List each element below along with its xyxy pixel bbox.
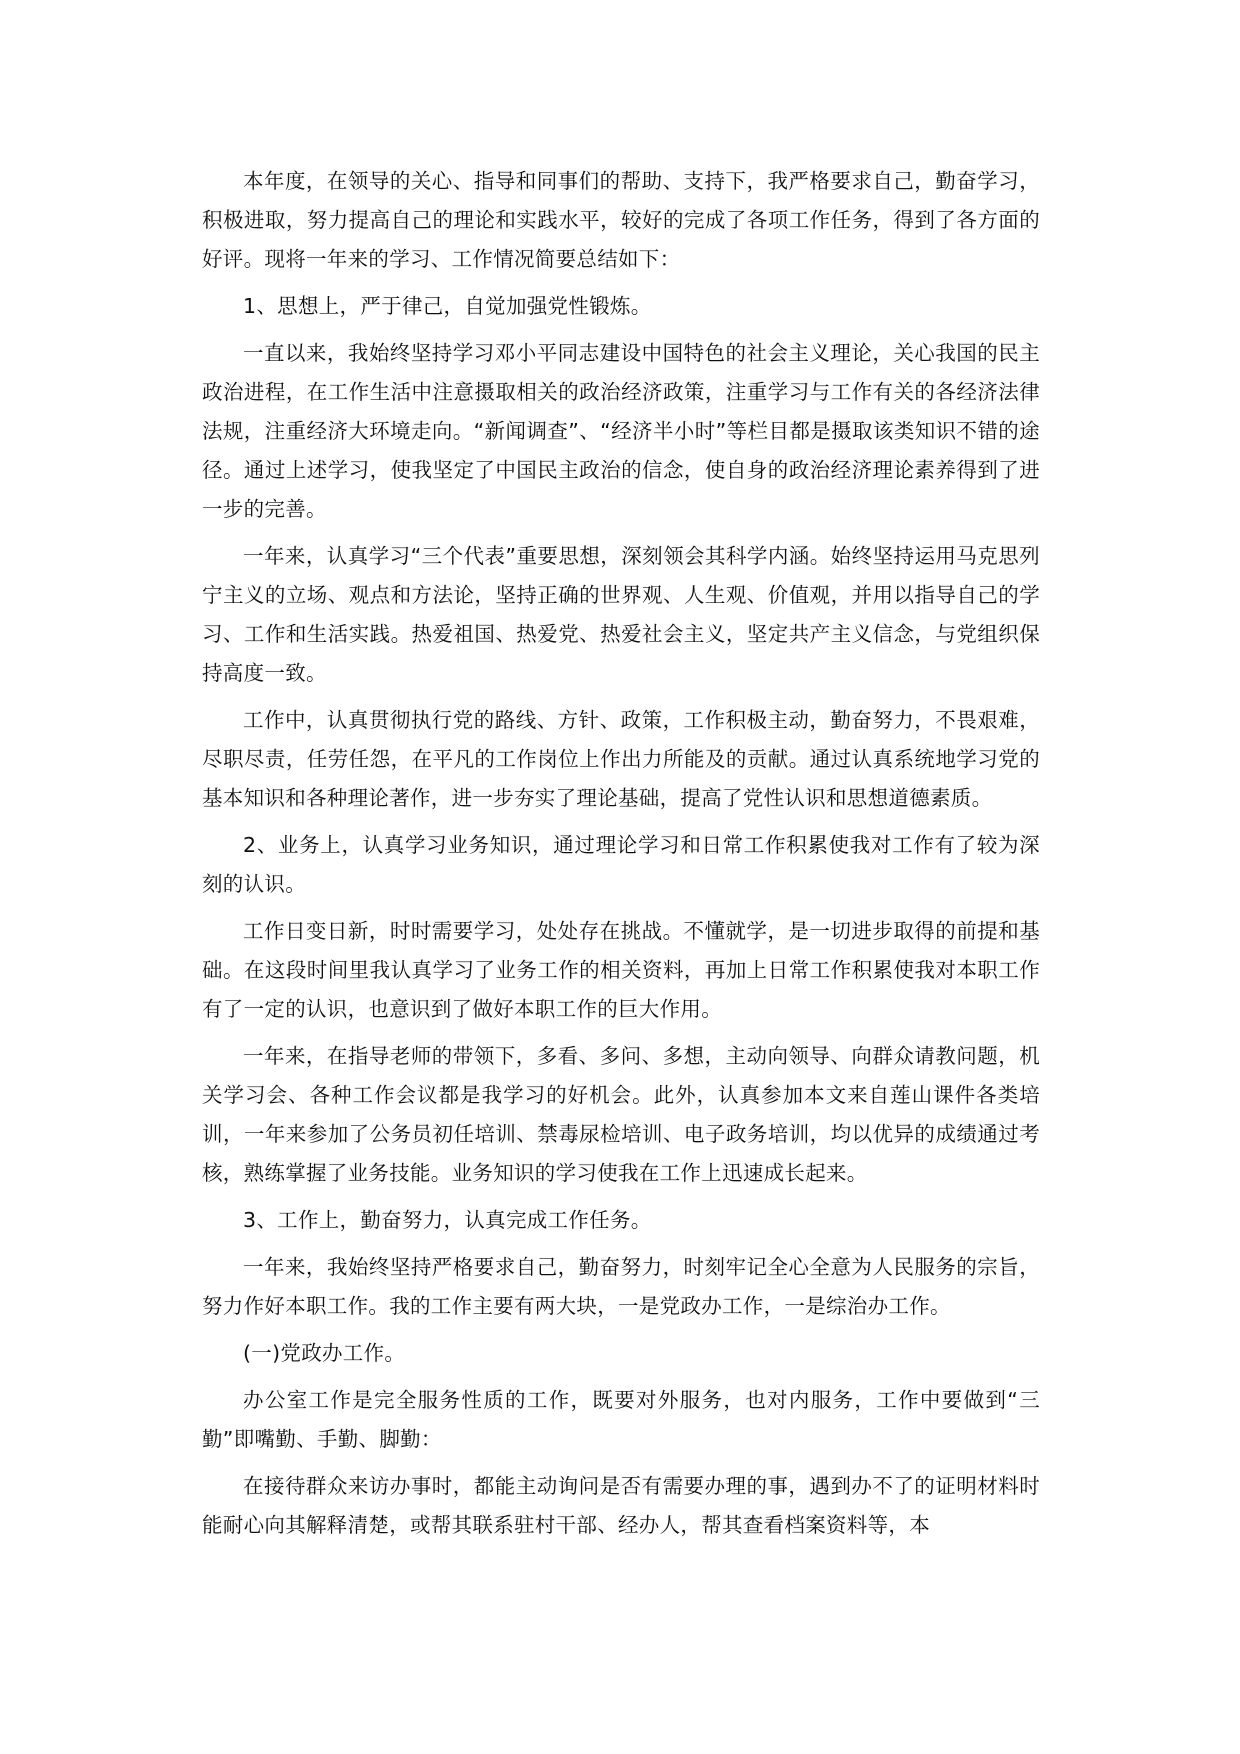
paragraph-training: 一年来，在指导老师的带领下，多看、多问、多想，主动向领导、向群众请教问题，机关学习会、各种工作会议都是我学习的好机会。此外，认真参加本文来自莲山课件各类培训，一年来参加了公务员初任培训、禁毒尿检培训、电子政务培训，均以优异的成绩通过考核，熟练掌握了业务技能。业务知识的学习使我在工作上迅速成长起来。: [202, 1044, 1040, 1185]
paragraph-duties: 一年来，我始终坚持严格要求自己，勤奋努力，时刻牢记全心全意为人民服务的宗旨，努力作好本职工作。我的工作主要有两大块，一是党政办工作，一是综治办工作。: [202, 1255, 1040, 1318]
heading-business: 2、业务上，认真学习业务知识，通过理论学习和日常工作积累使我对工作有了较为深刻的认识。: [202, 833, 1040, 896]
paragraph-office-service: 办公室工作是完全服务性质的工作，既要对外服务，也对内服务，工作中要做到“三勤”即嘴勤、手勤、脚勤：: [202, 1388, 1040, 1451]
paragraph-learning: 工作日变日新，时时需要学习，处处存在挑战。不懂就学，是一切进步取得的前提和基础。在这段时间里我认真学习了业务工作的相关资料，再加上日常工作积累使我对本职工作有了一定的认识，也意识到了做好本职工作的巨大作用。: [202, 919, 1040, 1021]
heading-work: 3、工作上，勤奋努力，认真完成工作任务。: [243, 1208, 652, 1232]
paragraph-intro: 本年度，在领导的关心、指导和同事们的帮助、支持下，我严格要求自己，勤奋学习，积极进取，努力提高自己的理论和实践水平，较好的完成了各项工作任务，得到了各方面的好评。现将一年来的学习、工作情况简要总结如下：: [202, 169, 1040, 271]
paragraph-reception: 在接待群众来访办事时，都能主动询问是否有需要办理的事，遇到办不了的证明材料时能耐心向其解释清楚，或帮其联系驻村干部、经办人，帮其查看档案资料等，本: [202, 1474, 1040, 1537]
paragraph-three-represents: 一年来，认真学习“三个代表”重要思想，深刻领会其科学内涵。始终坚持运用马克思列宁主义的立场、观点和方法论，坚持正确的世界观、人生观、价值观，并用以指导自己的学习、工作和生活实践。热爱祖国、热爱党、热爱社会主义，坚定共产主义信念，与党组织保持高度一致。: [202, 544, 1040, 685]
paragraph-work-attitude: 工作中，认真贯彻执行党的路线、方针、政策，工作积极主动，勤奋努力，不畏艰难，尽职尽责，任劳任怨，在平凡的工作岗位上作出力所能及的贡献。通过认真系统地学习党的基本知识和各种理论著作，进一步夯实了理论基础，提高了党性认识和思想道德素质。: [202, 708, 1040, 810]
document-body: [202, 162, 1040, 1553]
heading-party-office: (一)党政办工作。: [243, 1341, 406, 1365]
heading-ideology: 1、思想上，严于律己，自觉加强党性锻炼。: [243, 294, 652, 318]
paragraph-theory-study: 一直以来，我始终坚持学习邓小平同志建设中国特色的社会主义理论，关心我国的民主政治进程，在工作生活中注意摄取相关的政治经济政策，注重学习与工作有关的各经济法律法规，注重经济大环境走向。“新闻调查”、“经济半小时”等栏目都是摄取该类知识不错的途径。通过上述学习，使我坚定了中国民主政治的信念，使自身的政治经济理论素养得到了进一步的完善。: [202, 341, 1040, 521]
